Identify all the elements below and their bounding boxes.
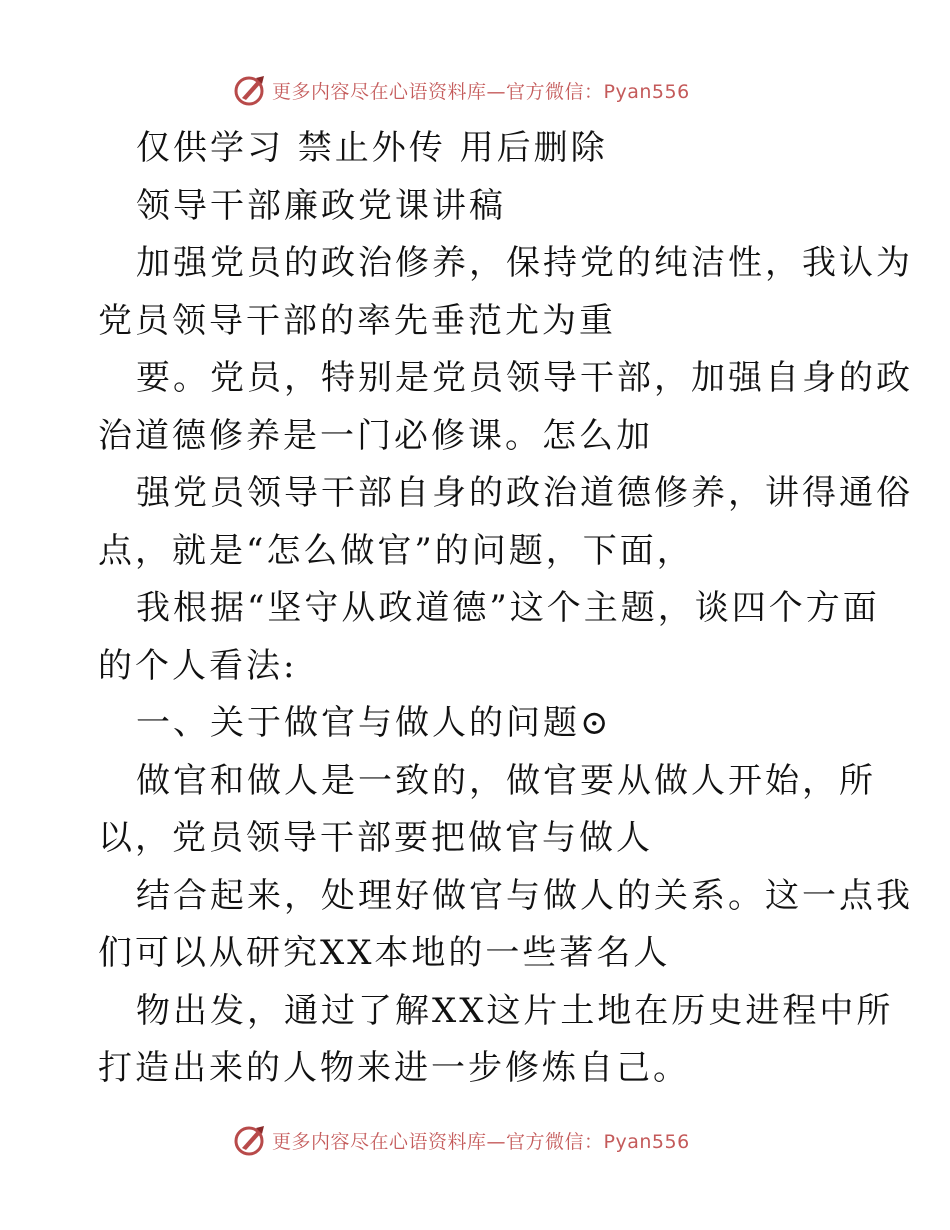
text-line: 我根据“坚守从政道德”这个主题，谈四个方面 — [136, 588, 880, 628]
watermark-text: 更多内容尽在心语资料库—官方微信：Pyan556 — [272, 1130, 690, 1153]
text-line: 要。党员，特别是党员领导干部，加强自身的政 — [136, 358, 913, 398]
header-watermark-banner — [232, 70, 690, 110]
text-line: 打造出来的人物来进一步修炼自己。 — [98, 1048, 690, 1088]
footer-watermark-banner — [232, 1120, 690, 1160]
text-line: 点，就是“怎么做官”的问题，下面， — [98, 530, 694, 571]
text-line: 做官和做人是一致的，做官要从做人开始，所 — [136, 760, 876, 801]
text-line: 加强党员的政治修养，保持党的纯洁性，我认为 — [136, 243, 913, 283]
text-line: 治道德修养是一门必修课。怎么加 — [98, 415, 653, 456]
watermark-text: 更多内容尽在心语资料库—官方微信：Pyan556 — [272, 80, 690, 103]
text-line: 的个人看法: — [98, 645, 298, 686]
brush-logo-icon — [232, 72, 268, 108]
text-line: 领导干部廉政党课讲稿 — [136, 185, 506, 226]
text-line: 物出发，通过了解XX这片土地在历史进程中所 — [136, 990, 894, 1031]
text-line: 一、关于做官与做人的问题⊙ — [136, 703, 612, 743]
document-body — [98, 120, 913, 1098]
text-line: 强党员领导干部自身的政治道德修养，讲得通俗 — [136, 473, 913, 513]
text-line: 结合起来，处理好做官与做人的关系。这一点我 — [136, 875, 913, 916]
text-line: 们可以从研究XX本地的一些著名人 — [98, 933, 671, 973]
text-line: 党员领导干部的率先垂范尤为重 — [98, 300, 616, 341]
brush-logo-icon — [232, 1122, 268, 1158]
text-line: 仅供学习 禁止外传 用后删除 — [136, 128, 608, 168]
text-line: 以，党员领导干部要把做官与做人 — [98, 818, 653, 858]
